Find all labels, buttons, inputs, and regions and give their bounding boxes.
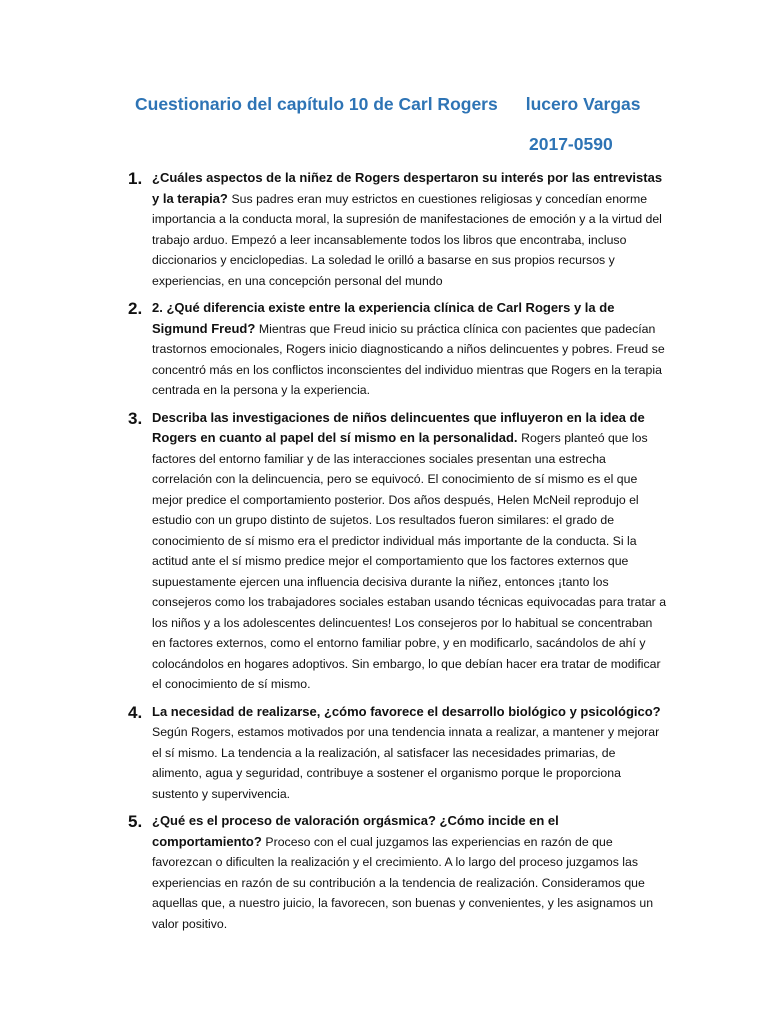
question-number: 2. [128,299,143,318]
question-item-5 [128,811,668,934]
question-text: La necesidad de realizarse, ¿cómo favorece el desarrollo biológico y psicológico? [152,703,661,719]
question-list [128,168,668,941]
student-id: 2017-0590 [529,134,613,154]
document-title-line [135,94,641,115]
answer-text: Sus padres eran muy estrictos en cuestiones religiosas y concedían enorme importancia a la conducta moral, la supresión de manifestaciones de emoción y a la virtud del trabajo arduo. Empezó a leer incansablemente todos los libros que encontraba, incluso diccionarios y enciclopedias. La soledad le orilló a basarse en sus propios recursos y experiencias, en una concepción personal del mundo [152,191,662,288]
question-text: 2. ¿Qué diferencia existe entre la experiencia clínica de Carl Rogers y la de Sigmund Freud? [152,300,615,336]
question-item-4 [128,702,668,805]
question-text: Describa las investigaciones de niños delincuentes que influyeron en la idea de Rogers en cuanto al papel del sí mismo en la personalidad. [152,409,645,445]
question-text: ¿Qué es el proceso de valoración orgásmica? ¿Cómo incide en el comportamiento? [152,813,559,849]
question-number: 5. [128,812,143,831]
answer-text: Según Rogers, estamos motivados por una tendencia innata a realizar, a mantener y mejorar el sí mismo. La tendencia a la realización, al satisfacer las necesidades primarias, de alimento, agua y seguridad, contribuye a sostener el organismo porque le proporciona sustento y supervivencia. [152,725,660,801]
question-number: 4. [128,702,143,722]
answer-text: Mientras que Freud inicio su práctica clínica con pacientes que padecían trastornos emocionales, Rogers inicio diagnosticando a niños delincuentes y pobres. Freud se concentró más en los conflictos inconscientes del individuo mientras que Rogers en la terapia centrada en la persona y la experiencia. [152,321,665,397]
question-item-1 [128,168,668,291]
author-name: lucero Vargas [525,94,641,114]
document-title: Cuestionario del capítulo 10 de Carl Rogers [135,94,498,114]
question-item-3 [128,408,668,695]
answer-text: Rogers planteó que los factores del entorno familiar y de las interacciones sociales presentan una estrecha correlación con la delincuencia, pero se equivocó. El conocimiento de sí mismo es el que mejor predice el comportamiento posterior. Dos años después, Helen McNeil reprodujo el estudio con un grupo distinto de sujetos. Los resultados fueron similares: el grado de conocimiento de sí mismo era el predictor individual más importante de la conducta. Si la actitud ante el sí mismo predice mejor el comportamiento que los factores externos que supuestamente ejercen una influencia decisiva durante la niñez, entonces ¡tanto los consejeros como los trabajadores sociales estaban usando técnicas equivocadas para tratar a los niños y a los adolescentes delincuentes! Los consejeros por lo habitual se concentraban en factores externos, como el entorno familiar pobre, y en modificarlo, sacándolos de ahí y colocándolos en hogares adoptivos. Sin embargo, lo que debían hacer era tratar de modificar el conocimiento de sí mismo. [152,431,667,691]
question-text: ¿Cuáles aspectos de la niñez de Rogers despertaron su interés por las entrevistas y la terapia? [152,170,663,206]
question-number: 3. [128,408,143,428]
question-item-2 [128,298,668,401]
question-number: 1. [128,169,143,188]
answer-text: Proceso con el cual juzgamos las experiencias en razón de que favorezcan o dificulten la realización y el crecimiento. A lo largo del proceso juzgamos las experiencias en razón de su contribución a la tendencia de realización. Consideramos que aquellas que, a nuestro juicio, la favorecen, son buenas y convenientes, y les asignamos un valor positivo. [152,834,654,931]
